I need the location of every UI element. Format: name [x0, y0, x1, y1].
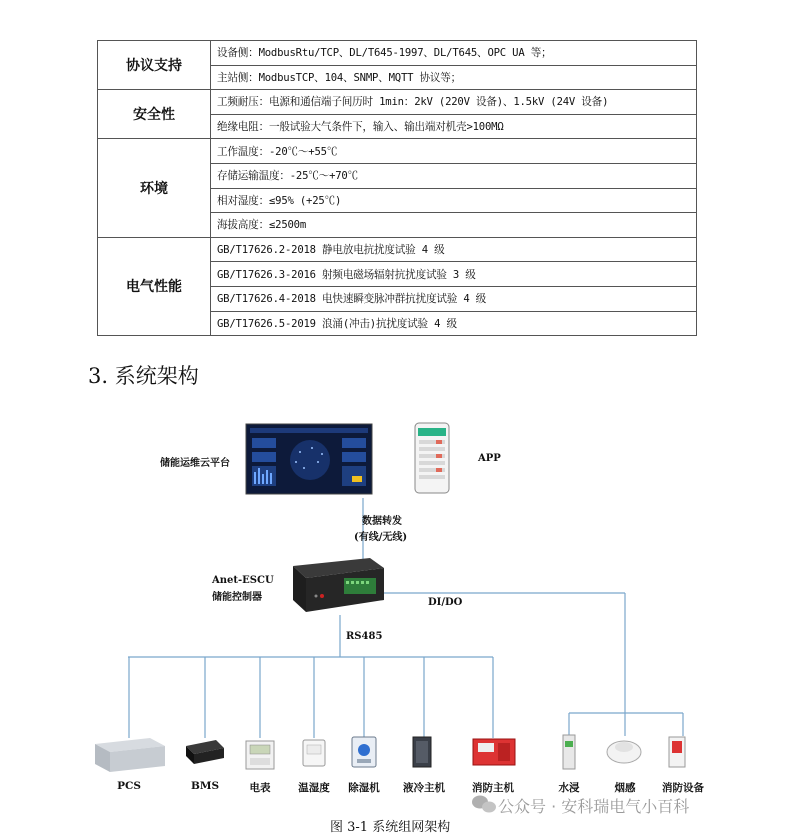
dehumidifier-icon: [352, 737, 376, 767]
spec-value: 工作温度：-20℃～+55℃: [211, 139, 697, 164]
spec-value: 工频耐压：电源和通信端子间历时 1min：2kV (220V 设备)、1.5kV (24V 设备): [211, 90, 697, 115]
dido-device-label: 烟感: [614, 782, 636, 794]
section-title: 3. 系统架构: [88, 364, 199, 388]
spec-category: 环境: [98, 139, 211, 237]
pcs-device-icon: [95, 738, 165, 772]
dido-device-label: 水浸: [558, 782, 580, 794]
spec-value: 主站侧：ModbusTCP、104、SNMP、MQTT 协议等；: [211, 65, 697, 90]
spec-value: GB/T17626.5-2019 浪涌(冲击)抗扰度试验 4 级: [211, 311, 697, 336]
data-forward-mode-label: (有线/无线): [354, 532, 408, 543]
dido-device-label: 消防设备: [662, 782, 704, 794]
rs485-device-label: BMS: [190, 780, 220, 792]
rs485-device-label: 液冷主机: [403, 782, 445, 794]
spec-category: 安全性: [98, 90, 211, 139]
app-label: APP: [478, 453, 501, 464]
watermark: 公众号 · 安科瑞电气小百科: [498, 797, 690, 816]
rs485-device-label: 电表: [249, 782, 271, 794]
spec-category: 电气性能: [98, 237, 211, 335]
spec-value: 绝缘电阻：一般试验大气条件下，输入、输出端对机壳>100MΩ: [211, 114, 697, 139]
spec-value: 相对湿度：≤95% (+25℃): [211, 188, 697, 213]
spec-value: GB/T17626.3-2016 射频电磁场辐射抗扰度试验 3 级: [211, 262, 697, 287]
rs485-device-label: 温湿度: [298, 782, 330, 794]
cloud-platform-screen-icon: [246, 424, 372, 494]
rs485-device-label: 消防主机: [472, 782, 514, 794]
figure-caption: 图 3-1 系统组网架构: [330, 820, 451, 835]
thermo-hygrometer-icon: [303, 740, 325, 766]
rs485-label: RS485: [346, 631, 383, 642]
spec-category: 协议支持: [98, 41, 211, 90]
rs485-device-label: PCS: [117, 780, 141, 792]
cloud-platform-label: 储能运维云平台: [160, 458, 230, 469]
spec-value: 海拔高度：≤2500m: [211, 213, 697, 238]
fire-equipment-icon: [669, 737, 685, 767]
wechat-icon: [472, 796, 496, 813]
smoke-detector-icon: [607, 741, 641, 763]
spec-value: GB/T17626.2-2018 静电放电抗扰度试验 4 级: [211, 237, 697, 262]
controller-model-label: Anet-ESCU: [212, 575, 274, 586]
controller-name-label: 储能控制器: [212, 592, 262, 603]
fire-control-panel-icon: [473, 739, 515, 765]
water-leak-sensor-icon: [563, 735, 575, 769]
controller-device-icon: [293, 558, 384, 612]
phone-app-icon: [415, 423, 449, 493]
bms-device-icon: [186, 740, 224, 764]
spec-value: GB/T17626.4-2018 电快速瞬变脉冲群抗扰度试验 4 级: [211, 286, 697, 311]
rs485-device-label: 除湿机: [348, 782, 380, 794]
spec-value: 设备侧：ModbusRtu/TCP、DL/T645-1997、DL/T645、OPC UA 等；: [211, 41, 697, 66]
meter-device-icon: [246, 741, 274, 769]
dido-label: DI/DO: [428, 597, 463, 608]
data-forward-label: 数据转发: [362, 516, 402, 527]
liquid-cooling-unit-icon: [413, 737, 431, 767]
spec-value: 存储运输温度：-25℃～+70℃: [211, 163, 697, 188]
